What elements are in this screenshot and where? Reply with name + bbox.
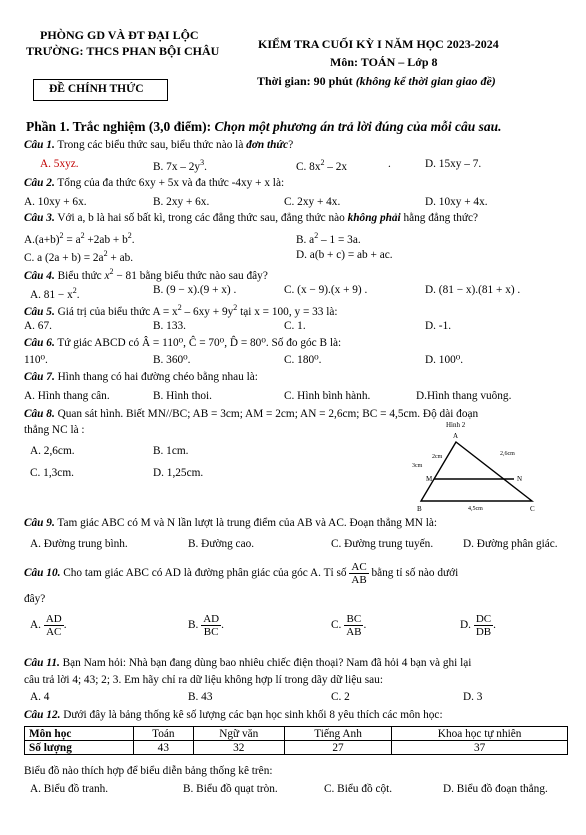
label-a: A: [453, 432, 459, 440]
question-2: Câu 2. Tổng của đa thức 6xy + 5x và đa thức -4xy + x là:: [24, 177, 285, 189]
q1-option-d[interactable]: D. 15xy – 7.: [425, 158, 482, 170]
q4-option-d[interactable]: D. (81 − x).(81 + x) .: [425, 284, 521, 296]
official-label: ĐỀ CHÍNH THỨC: [49, 83, 144, 95]
q3-option-d[interactable]: D. a(b + c) = ab + ac.: [296, 249, 393, 261]
question-5: Câu 5. Giá trị của biểu thức $A = x^2 - 6xy + 9y^2$ tại x = 100, y = 33 là:: [24, 303, 338, 318]
question-9: Câu 9. Tam giác ABC có M và N lần lượt là trung điểm của AB và AC. Đoạn thẳng MN là:: [24, 517, 438, 529]
q4-option-c[interactable]: C. (x − 9).(x + 9) .: [284, 284, 368, 296]
table-header-cell: Môn học: [25, 727, 134, 741]
q7-option-d[interactable]: D.Hình thang vuông.: [416, 390, 512, 402]
question-10: Câu 10. Cho tam giác ABC có AD là đường phân giác của góc A. Tỉ số $\frac{AC}{AB}$ bằng tỉ số nào dưới: [24, 560, 459, 586]
figure-caption: Hình 2: [446, 421, 466, 429]
exam-title: KIỂM TRA CUỐI KỲ I NĂM HỌC 2023-2024: [258, 37, 499, 51]
q10-option-a[interactable]: A. $\frac{AD}{AC}$ .: [30, 612, 67, 638]
question-4: Câu 4. Biểu thức $x^2 - 81$ bằng biểu thức nào sau đây?: [24, 267, 268, 282]
q3-option-a[interactable]: $A.(a+b)^2 = a^2 +2ab + b^2$.: [24, 231, 135, 246]
q1-dot: .: [388, 158, 391, 170]
q6-option-a[interactable]: 110⁰.: [24, 354, 48, 366]
table-header-cell: Tiếng Anh: [284, 727, 391, 741]
q7-option-c[interactable]: C. Hình bình hành.: [284, 390, 371, 402]
table-cell: Số lượng: [25, 741, 134, 755]
table-row: [25, 741, 568, 755]
q8-option-b[interactable]: B. 1cm.: [153, 445, 189, 457]
question-6: Câu 6. Tứ giác ABCD có Â = 110⁰, Ĉ = 70⁰, D̂ = 80⁰. Số đo góc B là:: [24, 337, 342, 349]
q4-option-a[interactable]: A. $81 - x^2$.: [30, 286, 80, 301]
q1-option-c[interactable]: C. $8x^2 - 2x$: [296, 158, 348, 173]
table-cell: 37: [392, 741, 568, 755]
exam-time: Thời gian: 90 phút (không kể thời gian giao đề): [257, 74, 496, 88]
label-am: 2cm: [432, 454, 443, 460]
label-ab: 3cm: [412, 463, 423, 469]
department-name: PHÒNG GD VÀ ĐT ĐẠI LỘC: [40, 28, 199, 42]
question-8: Câu 8. Quan sát hình. Biết MN//BC; AB = 3cm; AM = 2cm; AN = 2,6cm; BC = 4,5cm. Độ dài đoạn: [24, 408, 479, 420]
part1-heading: Phần 1. Trắc nghiệm (3,0 điểm): Chọn một phương án trả lời đúng của mỗi câu sau.: [26, 119, 502, 134]
q8-option-a[interactable]: A. 2,6cm.: [30, 445, 75, 457]
q3-option-c[interactable]: C. a $(2a + b) = 2a^2$ + ab.: [24, 249, 134, 264]
label-m: M: [426, 475, 433, 483]
q7-option-b[interactable]: B. Hình thoi.: [153, 390, 212, 402]
q2-option-c[interactable]: C. 2xy + 4x.: [284, 196, 341, 208]
q11-option-a[interactable]: A. 4: [30, 691, 50, 703]
q5-option-d[interactable]: D. -1.: [425, 320, 452, 332]
q5-option-b[interactable]: B. 133.: [153, 320, 186, 332]
question-12: Câu 12. Dưới đây là bảng thống kê số lượng các bạn học sinh khối 8 yêu thích các môn học:: [24, 709, 443, 721]
table-header-cell: Khoa học tự nhiên: [392, 727, 568, 741]
table-header-cell: Toán: [134, 727, 194, 741]
label-b: B: [417, 505, 422, 512]
table-header-row: [25, 727, 568, 741]
question-11: Câu 11. Bạn Nam hỏi: Nhà bạn đang dùng bao nhiêu chiếc điện thoại? Nam đã hỏi 4 bạn và ghi lại: [24, 657, 472, 669]
table-cell: 27: [284, 741, 391, 755]
table-cell: 32: [193, 741, 284, 755]
question-10-cont: đây?: [24, 593, 46, 605]
q10-option-d[interactable]: D. $\frac{DC}{DB}$ .: [460, 612, 496, 638]
q9-option-a[interactable]: A. Đường trung bình.: [30, 538, 128, 550]
q12-option-a[interactable]: A. Biểu đồ tranh.: [30, 783, 109, 795]
q8-option-c[interactable]: C. 1,3cm.: [30, 467, 74, 479]
q6-option-c[interactable]: C. 180⁰.: [284, 354, 322, 366]
q1-option-b[interactable]: B. $7x - 2y^3$.: [153, 158, 207, 173]
question-1: Câu 1. Trong các biểu thức sau, biểu thức nào là đơn thức?: [24, 139, 294, 151]
label-c: C: [530, 505, 535, 512]
q5-option-c[interactable]: C. 1.: [284, 320, 306, 332]
label-n: N: [517, 475, 523, 483]
table-cell: 43: [134, 741, 194, 755]
exam-subject: Môn: TOÁN – Lớp 8: [330, 55, 438, 69]
q9-option-c[interactable]: C. Đường trung tuyến.: [331, 538, 434, 550]
q12-option-c[interactable]: C. Biểu đồ cột.: [324, 783, 393, 795]
q3-option-b[interactable]: B. $a^2 - 1 = 3a$.: [296, 231, 361, 246]
question-3: Câu 3. Với a, b là hai số bất kì, trong các đẳng thức sau, đẳng thức nào không phải hằng đẳng thức?: [24, 212, 479, 224]
school-name: TRƯỜNG: THCS PHAN BỘI CHÂU: [26, 44, 220, 58]
q11-option-d[interactable]: D. 3: [463, 691, 483, 703]
q2-option-d[interactable]: D. 10xy + 4x.: [425, 196, 488, 208]
q5-option-a[interactable]: A. 67.: [24, 320, 52, 332]
q6-option-b[interactable]: B. 360⁰.: [153, 354, 191, 366]
q1-option-a[interactable]: A. 5xyz.: [40, 158, 79, 170]
question-12-prompt: Biểu đồ nào thích hợp để biểu diễn bảng thống kê trên:: [24, 765, 273, 777]
q10-option-c[interactable]: C. $\frac{BC}{AB}$ .: [331, 612, 367, 638]
q10-fraction-ac-ab: $\frac{AC}{AB}$: [351, 560, 367, 586]
q6-option-d[interactable]: D. 100⁰.: [425, 354, 464, 366]
q10-option-b[interactable]: B. $\frac{AD}{BC}$ .: [188, 612, 224, 638]
q12-option-b[interactable]: B. Biểu đồ quạt tròn.: [183, 783, 278, 795]
q12-option-d[interactable]: D. Biểu đồ đoạn thẳng.: [443, 783, 548, 795]
q11-option-b[interactable]: B. 43: [188, 691, 213, 703]
triangle-abc: [421, 442, 532, 501]
q2-option-b[interactable]: B. 2xy + 6x.: [153, 196, 210, 208]
q9-option-b[interactable]: B. Đường cao.: [188, 538, 255, 550]
question-8-cont: thẳng NC là :: [24, 424, 85, 436]
q11-option-c[interactable]: C. 2: [331, 691, 350, 703]
q9-option-d[interactable]: D. Đường phân giác.: [463, 538, 558, 550]
table-header-cell: Ngữ văn: [193, 727, 284, 741]
label-an: 2,6cm: [500, 451, 515, 457]
subject-stats-table: [24, 726, 568, 755]
question-7: Câu 7. Hình thang có hai đường chéo bằng nhau là:: [24, 371, 258, 383]
label-bc: 4,5cm: [468, 506, 483, 512]
q2-option-a[interactable]: A. 10xy + 6x.: [24, 196, 87, 208]
question-11-cont: câu trả lời 4; 43; 2; 3. Em hãy chỉ ra dữ liệu không hợp lí trong dãy dữ liệu sau:: [24, 674, 383, 686]
q4-option-b[interactable]: B. (9 − x).(9 + x) .: [153, 284, 237, 296]
q7-option-a[interactable]: A. Hình thang cân.: [24, 390, 110, 402]
triangle-figure: [410, 418, 550, 512]
q8-option-d[interactable]: D. 1,25cm.: [153, 467, 204, 479]
